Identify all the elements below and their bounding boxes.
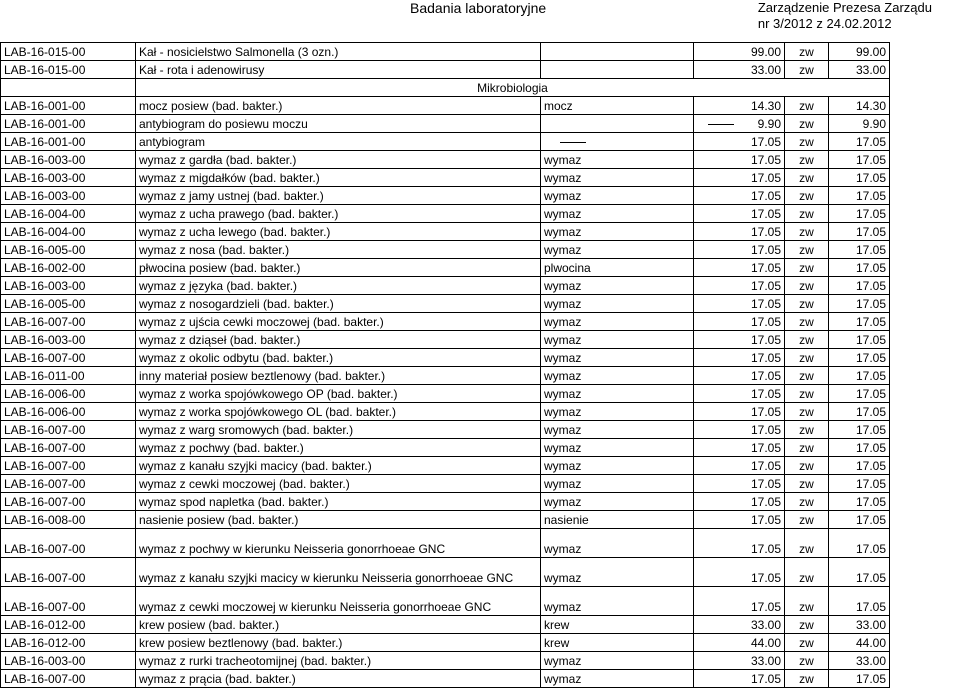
table-row — [1, 367, 890, 385]
price-cell: 17.05 — [694, 403, 785, 421]
total-cell: 17.05 — [829, 205, 890, 223]
vat-cell: zw — [785, 558, 829, 587]
total-cell: 17.05 — [829, 151, 890, 169]
table-row — [1, 439, 890, 457]
table-row — [1, 421, 890, 439]
vat-cell: zw — [785, 616, 829, 634]
dash-mark — [560, 142, 586, 143]
table-row — [1, 43, 890, 61]
test-code-cell: LAB-16-007-00 — [1, 587, 136, 616]
price-cell: 17.05 — [694, 241, 785, 259]
vat-cell: zw — [785, 241, 829, 259]
test-code-cell: LAB-16-003-00 — [1, 652, 136, 670]
table-row — [1, 457, 890, 475]
vat-cell: zw — [785, 151, 829, 169]
test-code-cell: LAB-16-004-00 — [1, 223, 136, 241]
material-cell: krew — [541, 616, 694, 634]
price-cell: 17.05 — [694, 457, 785, 475]
material-cell — [541, 115, 694, 133]
material-cell: plwocina — [541, 259, 694, 277]
table-row — [1, 61, 890, 79]
test-name-cell: wymaz z cewki moczowej (bad. bakter.) — [136, 475, 541, 493]
price-cell: 99.00 — [694, 43, 785, 61]
dash-mark — [708, 124, 734, 125]
material-cell: wymaz — [541, 205, 694, 223]
total-cell: 33.00 — [829, 616, 890, 634]
test-code-cell: LAB-16-007-00 — [1, 349, 136, 367]
total-cell: 17.05 — [829, 511, 890, 529]
price-cell: 17.05 — [694, 349, 785, 367]
test-name-cell: wymaz z kanału szyjki macicy (bad. bakter.) — [136, 457, 541, 475]
total-cell: 17.05 — [829, 313, 890, 331]
total-cell: 17.05 — [829, 259, 890, 277]
table-row — [1, 169, 890, 187]
price-cell: 17.05 — [694, 223, 785, 241]
total-cell: 17.05 — [829, 349, 890, 367]
test-code-cell: LAB-16-001-00 — [1, 97, 136, 115]
price-cell: 17.05 — [694, 439, 785, 457]
test-code-cell: LAB-16-005-00 — [1, 295, 136, 313]
price-cell: 17.05 — [694, 295, 785, 313]
table-row — [1, 223, 890, 241]
total-cell: 17.05 — [829, 187, 890, 205]
total-cell: 17.05 — [829, 241, 890, 259]
vat-cell: zw — [785, 457, 829, 475]
test-name-cell: wymaz z dziąseł (bad. bakter.) — [136, 331, 541, 349]
test-name-cell: wymaz z worka spojówkowego OL (bad. bakter.) — [136, 403, 541, 421]
test-code-cell: LAB-16-007-00 — [1, 313, 136, 331]
test-code-cell: LAB-16-007-00 — [1, 457, 136, 475]
price-cell: 17.05 — [694, 558, 785, 587]
material-cell — [541, 133, 694, 151]
material-cell: wymaz — [541, 421, 694, 439]
total-cell: 99.00 — [829, 43, 890, 61]
test-code-cell: LAB-16-003-00 — [1, 151, 136, 169]
material-cell: wymaz — [541, 403, 694, 421]
test-name-cell: wymaz z ujścia cewki moczowej (bad. bakter.) — [136, 313, 541, 331]
material-cell: wymaz — [541, 493, 694, 511]
price-cell: 17.05 — [694, 205, 785, 223]
test-code-cell: LAB-16-007-00 — [1, 493, 136, 511]
total-cell: 17.05 — [829, 133, 890, 151]
total-cell: 33.00 — [829, 652, 890, 670]
test-code-cell: LAB-16-007-00 — [1, 439, 136, 457]
total-cell: 17.05 — [829, 331, 890, 349]
table-row — [1, 205, 890, 223]
table-row — [1, 385, 890, 403]
table-row — [1, 115, 890, 133]
price-cell: 17.05 — [694, 277, 785, 295]
vat-cell: zw — [785, 187, 829, 205]
vat-cell: zw — [785, 529, 829, 558]
price-cell: 17.05 — [694, 367, 785, 385]
vat-cell: zw — [785, 61, 829, 79]
test-code-cell: LAB-16-007-00 — [1, 558, 136, 587]
test-code-cell: LAB-16-007-00 — [1, 421, 136, 439]
material-cell — [541, 43, 694, 61]
price-cell: 17.05 — [694, 169, 785, 187]
test-code-cell: LAB-16-012-00 — [1, 634, 136, 652]
table-row — [1, 259, 890, 277]
test-code-cell: LAB-16-012-00 — [1, 616, 136, 634]
price-cell: 17.05 — [694, 670, 785, 688]
price-cell: 17.05 — [694, 493, 785, 511]
total-cell: 17.05 — [829, 295, 890, 313]
material-cell: wymaz — [541, 187, 694, 205]
material-cell: wymaz — [541, 241, 694, 259]
vat-cell: zw — [785, 277, 829, 295]
test-name-cell: antybiogram do posiewu moczu — [136, 115, 541, 133]
test-name-cell: wymaz z warg sromowych (bad. bakter.) — [136, 421, 541, 439]
price-cell: 33.00 — [694, 61, 785, 79]
material-cell: nasienie — [541, 511, 694, 529]
total-cell: 17.05 — [829, 529, 890, 558]
material-cell: wymaz — [541, 670, 694, 688]
total-cell: 17.05 — [829, 670, 890, 688]
test-name-cell: wymaz z cewki moczowej w kierunku Neisseria gonorrhoeae GNC — [136, 587, 541, 616]
vat-cell: zw — [785, 169, 829, 187]
price-cell: 14.30 — [694, 97, 785, 115]
price-cell: 17.05 — [694, 475, 785, 493]
total-cell: 17.05 — [829, 493, 890, 511]
section-header-row — [1, 79, 890, 97]
total-cell: 17.05 — [829, 439, 890, 457]
total-cell: 17.05 — [829, 223, 890, 241]
total-cell: 17.05 — [829, 475, 890, 493]
test-name-cell: mocz posiew (bad. bakter.) — [136, 97, 541, 115]
total-cell: 17.05 — [829, 558, 890, 587]
test-code-cell: LAB-16-004-00 — [1, 205, 136, 223]
vat-cell: zw — [785, 349, 829, 367]
ordinance-line-1: Zarządzenie Prezesa Zarządu — [757, 0, 932, 15]
test-code-cell: LAB-16-001-00 — [1, 115, 136, 133]
table-row — [1, 616, 890, 634]
test-code-cell: LAB-16-006-00 — [1, 385, 136, 403]
vat-cell: zw — [785, 439, 829, 457]
test-name-cell: płwocina posiew (bad. bakter.) — [136, 259, 541, 277]
material-cell: wymaz — [541, 349, 694, 367]
table-row — [1, 558, 890, 587]
test-name-cell: wymaz z prącia (bad. bakter.) — [136, 670, 541, 688]
vat-cell: zw — [785, 421, 829, 439]
test-name-cell: wymaz z języka (bad. bakter.) — [136, 277, 541, 295]
price-cell: 17.05 — [694, 313, 785, 331]
table-row — [1, 493, 890, 511]
price-cell: 9.90 — [694, 115, 785, 133]
material-cell: wymaz — [541, 295, 694, 313]
vat-cell: zw — [785, 403, 829, 421]
section-empty-cell — [1, 79, 136, 97]
test-name-cell: antybiogram — [136, 133, 541, 151]
section-label: Mikrobiologia — [136, 79, 890, 97]
test-name-cell: nasienie posiew (bad. bakter.) — [136, 511, 541, 529]
table-row — [1, 475, 890, 493]
material-cell: wymaz — [541, 439, 694, 457]
price-cell: 33.00 — [694, 616, 785, 634]
test-name-cell: Kał - nosicielstwo Salmonella (3 ozn.) — [136, 43, 541, 61]
total-cell: 17.05 — [829, 587, 890, 616]
test-code-cell: LAB-16-003-00 — [1, 277, 136, 295]
price-cell: 17.05 — [694, 259, 785, 277]
table-row — [1, 670, 890, 688]
test-name-cell: wymaz z ucha lewego (bad. bakter.) — [136, 223, 541, 241]
vat-cell: zw — [785, 295, 829, 313]
vat-cell: zw — [785, 331, 829, 349]
test-name-cell: wymaz z ucha prawego (bad. bakter.) — [136, 205, 541, 223]
price-cell: 17.05 — [694, 421, 785, 439]
table-row — [1, 241, 890, 259]
material-cell: wymaz — [541, 331, 694, 349]
test-name-cell: wymaz spod napletka (bad. bakter.) — [136, 493, 541, 511]
price-cell: 17.05 — [694, 133, 785, 151]
test-name-cell: krew posiew (bad. bakter.) — [136, 616, 541, 634]
test-name-cell: wymaz z migdałków (bad. bakter.) — [136, 169, 541, 187]
material-cell: wymaz — [541, 223, 694, 241]
vat-cell: zw — [785, 652, 829, 670]
test-code-cell: LAB-16-015-00 — [1, 43, 136, 61]
table-row — [1, 295, 890, 313]
vat-cell: zw — [785, 511, 829, 529]
ordinance-header — [758, 0, 932, 32]
price-cell: 17.05 — [694, 385, 785, 403]
test-code-cell: LAB-16-007-00 — [1, 529, 136, 558]
material-cell: krew — [541, 634, 694, 652]
material-cell: wymaz — [541, 529, 694, 558]
vat-cell: zw — [785, 115, 829, 133]
vat-cell: zw — [785, 313, 829, 331]
price-cell: 17.05 — [694, 529, 785, 558]
test-name-cell: wymaz z nosogardzieli (bad. bakter.) — [136, 295, 541, 313]
price-cell: 17.05 — [694, 511, 785, 529]
ordinance-line-2: nr 3/2012 z 24.02.2012 — [757, 16, 892, 31]
test-name-cell: wymaz z pochwy (bad. bakter.) — [136, 439, 541, 457]
price-cell: 33.00 — [694, 652, 785, 670]
total-cell: 17.05 — [829, 385, 890, 403]
table-row — [1, 331, 890, 349]
table-row — [1, 313, 890, 331]
test-name-cell: wymaz z kanału szyjki macicy w kierunku Neisseria gonorrhoeae GNC — [136, 558, 541, 587]
total-cell: 17.05 — [829, 403, 890, 421]
vat-cell: zw — [785, 259, 829, 277]
test-name-cell: wymaz z gardła (bad. bakter.) — [136, 151, 541, 169]
total-cell: 9.90 — [829, 115, 890, 133]
test-code-cell: LAB-16-003-00 — [1, 331, 136, 349]
price-cell: 17.05 — [694, 331, 785, 349]
table-row — [1, 511, 890, 529]
total-cell: 17.05 — [829, 421, 890, 439]
test-name-cell: wymaz z pochwy w kierunku Neisseria gonorrhoeae GNC — [136, 529, 541, 558]
table-row — [1, 403, 890, 421]
test-code-cell: LAB-16-011-00 — [1, 367, 136, 385]
vat-cell: zw — [785, 223, 829, 241]
material-cell: mocz — [541, 97, 694, 115]
material-cell: wymaz — [541, 151, 694, 169]
table-row — [1, 151, 890, 169]
table-row — [1, 349, 890, 367]
total-cell: 33.00 — [829, 61, 890, 79]
test-code-cell: LAB-16-001-00 — [1, 133, 136, 151]
total-cell: 17.05 — [829, 367, 890, 385]
price-table — [0, 42, 890, 688]
test-code-cell: LAB-16-008-00 — [1, 511, 136, 529]
vat-cell: zw — [785, 367, 829, 385]
material-cell — [541, 61, 694, 79]
table-row — [1, 97, 890, 115]
test-name-cell: wymaz z nosa (bad. bakter.) — [136, 241, 541, 259]
document-title: Badania laboratoryjne — [410, 0, 547, 16]
vat-cell: zw — [785, 493, 829, 511]
table-row — [1, 133, 890, 151]
test-code-cell: LAB-16-002-00 — [1, 259, 136, 277]
test-name-cell: wymaz z worka spojówkowego OP (bad. bakter.) — [136, 385, 541, 403]
vat-cell: zw — [785, 670, 829, 688]
vat-cell: zw — [785, 385, 829, 403]
table-row — [1, 587, 890, 616]
test-name-cell: wymaz z okolic odbytu (bad. bakter.) — [136, 349, 541, 367]
test-name-cell: wymaz z jamy ustnej (bad. bakter.) — [136, 187, 541, 205]
vat-cell: zw — [785, 97, 829, 115]
price-cell: 17.05 — [694, 151, 785, 169]
test-code-cell: LAB-16-007-00 — [1, 670, 136, 688]
material-cell: wymaz — [541, 277, 694, 295]
table-row — [1, 277, 890, 295]
test-name-cell: inny materiał posiew beztlenowy (bad. bakter.) — [136, 367, 541, 385]
test-code-cell: LAB-16-003-00 — [1, 187, 136, 205]
material-cell: wymaz — [541, 587, 694, 616]
total-cell: 17.05 — [829, 457, 890, 475]
material-cell: wymaz — [541, 457, 694, 475]
material-cell: wymaz — [541, 652, 694, 670]
total-cell: 17.05 — [829, 277, 890, 295]
vat-cell: zw — [785, 43, 829, 61]
material-cell: wymaz — [541, 385, 694, 403]
total-cell: 17.05 — [829, 169, 890, 187]
material-cell: wymaz — [541, 475, 694, 493]
total-cell: 44.00 — [829, 634, 890, 652]
test-name-cell: Kał - rota i adenowirusy — [136, 61, 541, 79]
material-cell: wymaz — [541, 558, 694, 587]
vat-cell: zw — [785, 634, 829, 652]
material-cell: wymaz — [541, 367, 694, 385]
vat-cell: zw — [785, 587, 829, 616]
table-row — [1, 634, 890, 652]
price-cell: 17.05 — [694, 587, 785, 616]
table-row — [1, 652, 890, 670]
total-cell: 14.30 — [829, 97, 890, 115]
material-cell: wymaz — [541, 169, 694, 187]
price-cell: 17.05 — [694, 187, 785, 205]
test-code-cell: LAB-16-015-00 — [1, 61, 136, 79]
vat-cell: zw — [785, 205, 829, 223]
test-code-cell: LAB-16-007-00 — [1, 475, 136, 493]
test-name-cell: wymaz z rurki tracheotomijnej (bad. bakter.) — [136, 652, 541, 670]
test-code-cell: LAB-16-003-00 — [1, 169, 136, 187]
vat-cell: zw — [785, 475, 829, 493]
material-cell: wymaz — [541, 313, 694, 331]
table-row — [1, 187, 890, 205]
price-cell: 44.00 — [694, 634, 785, 652]
vat-cell: zw — [785, 133, 829, 151]
test-code-cell: LAB-16-005-00 — [1, 241, 136, 259]
test-name-cell: krew posiew beztlenowy (bad. bakter.) — [136, 634, 541, 652]
test-code-cell: LAB-16-006-00 — [1, 403, 136, 421]
table-row — [1, 529, 890, 558]
